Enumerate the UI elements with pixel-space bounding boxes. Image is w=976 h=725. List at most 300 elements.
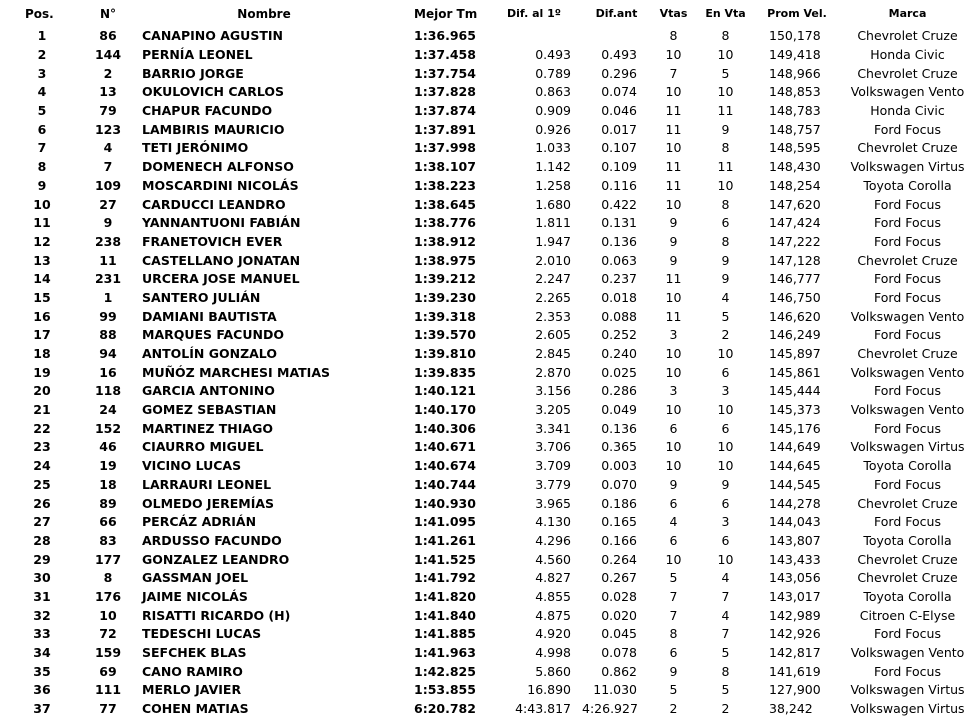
cell-dif-primero: 0.493: [535, 47, 571, 63]
cell-prom-vel: 145,373: [769, 402, 821, 418]
cell-prom-vel: 149,418: [769, 47, 821, 63]
cell-dif-primero: 1.680: [535, 196, 571, 212]
cell-mejor-tm: 1:38.223: [414, 177, 476, 193]
cell-marca: Ford Focus: [874, 289, 941, 305]
cell-marca: Toyota Corolla: [863, 588, 952, 604]
cell-num: 46: [99, 439, 117, 455]
cell-pos: 30: [33, 570, 51, 586]
cell-nombre: DAMIANI BAUTISTA: [142, 308, 277, 324]
cell-pos: 2: [37, 47, 47, 63]
cell-prom-vel: 141,619: [769, 663, 821, 679]
cell-vtas: 6: [669, 420, 678, 436]
cell-nombre: PERNÍA LEONEL: [142, 47, 253, 63]
cell-pos: 35: [33, 663, 51, 679]
cell-en-vta: 10: [717, 84, 734, 100]
cell-en-vta: 2: [721, 327, 730, 343]
table-row: [0, 681, 976, 700]
cell-num: 16: [99, 364, 117, 380]
cell-dif-primero: [486, 27, 582, 46]
cell-pos: 6: [37, 121, 47, 137]
cell-marca: Volkswagen Vento: [850, 645, 965, 661]
cell-en-vta: 4: [721, 570, 730, 586]
cell-nombre: URCERA JOSE MANUEL: [142, 271, 300, 287]
cell-prom-vel: 145,444: [769, 383, 821, 399]
cell-prom-vel: 144,645: [769, 458, 821, 474]
cell-dif-primero: 4.560: [535, 551, 571, 567]
cell-marca: Chevrolet Cruze: [857, 140, 958, 156]
cell-marca: Ford Focus: [874, 233, 941, 249]
cell-en-vta: 5: [721, 308, 730, 324]
cell-prom-vel: 146,777: [769, 271, 821, 287]
cell-prom-vel: 150,178: [769, 28, 821, 44]
table-row: [0, 644, 976, 663]
cell-prom-vel: 142,926: [769, 626, 821, 642]
cell-dif-primero: 0.863: [535, 84, 571, 100]
cell-num: 13: [99, 84, 117, 100]
cell-en-vta: 4: [721, 607, 730, 623]
cell-vtas: 10: [665, 458, 682, 474]
table-row: [0, 251, 976, 270]
cell-en-vta: 7: [721, 626, 730, 642]
cell-dif-primero: 2.870: [535, 364, 571, 380]
cell-en-vta: 6: [721, 215, 730, 231]
cell-prom-vel: 145,861: [769, 364, 821, 380]
cell-nombre: SEFCHEK BLAS: [142, 645, 247, 661]
cell-num: 9: [103, 215, 113, 231]
table-row: [0, 345, 976, 364]
cell-nombre: TETI JERÓNIMO: [142, 140, 249, 156]
cell-nombre: MARQUES FACUNDO: [142, 327, 284, 343]
cell-en-vta: 7: [721, 588, 730, 604]
cell-dif-ant: 0.074: [601, 84, 637, 100]
cell-dif-ant: 0.017: [601, 121, 637, 137]
cell-vtas: 10: [665, 140, 682, 156]
cell-dif-ant: 0.862: [601, 663, 637, 679]
cell-prom-vel: 142,817: [769, 645, 821, 661]
cell-mejor-tm: 1:41.820: [414, 588, 476, 604]
cell-dif-primero: 3.156: [535, 383, 571, 399]
cell-num: 11: [99, 252, 117, 268]
cell-nombre: LAMBIRIS MAURICIO: [142, 121, 285, 137]
cell-dif-primero: 3.779: [535, 476, 571, 492]
cell-prom-vel: 147,128: [769, 252, 821, 268]
header-prom-vel: Prom Vel.: [767, 7, 827, 20]
cell-marca: Chevrolet Cruze: [857, 252, 958, 268]
cell-en-vta: 9: [721, 271, 730, 287]
cell-marca: Chevrolet Cruze: [857, 65, 958, 81]
cell-vtas: 10: [665, 364, 682, 380]
cell-prom-vel: 147,424: [769, 215, 821, 231]
cell-nombre: GASSMAN JOEL: [142, 570, 249, 586]
cell-pos: 28: [33, 532, 51, 548]
cell-marca: Ford Focus: [874, 420, 941, 436]
cell-mejor-tm: 1:38.776: [414, 215, 476, 231]
cell-pos: 20: [33, 383, 51, 399]
cell-en-vta: 3: [721, 514, 730, 530]
cell-vtas: 2: [669, 701, 678, 717]
cell-en-vta: 8: [721, 233, 730, 249]
cell-vtas: 9: [669, 252, 678, 268]
table-row: [0, 457, 976, 476]
cell-pos: 3: [37, 65, 47, 81]
cell-num: 27: [99, 196, 117, 212]
cell-marca: Volkswagen Virtus: [850, 159, 965, 175]
cell-en-vta: 8: [721, 28, 730, 44]
cell-en-vta: 2: [721, 701, 730, 717]
cell-nombre: JAIME NICOLÁS: [142, 588, 248, 604]
cell-marca: Volkswagen Vento: [850, 364, 965, 380]
cell-marca: Honda Civic: [870, 103, 945, 119]
cell-dif-primero: 3.341: [535, 420, 571, 436]
cell-num: 109: [94, 177, 122, 193]
cell-num: 19: [99, 458, 117, 474]
cell-num: 144: [94, 47, 122, 63]
cell-prom-vel: 148,966: [769, 65, 821, 81]
cell-marca: Ford Focus: [874, 514, 941, 530]
cell-vtas: 6: [669, 495, 678, 511]
cell-prom-vel: 38,242: [769, 701, 813, 717]
cell-marca: Chevrolet Cruze: [857, 346, 958, 362]
cell-dif-ant: [582, 27, 651, 46]
cell-dif-ant: 4:26.927: [582, 701, 638, 717]
table-row: [0, 326, 976, 345]
cell-nombre: GARCIA ANTONINO: [142, 383, 275, 399]
cell-num: 118: [94, 383, 122, 399]
cell-marca: Ford Focus: [874, 196, 941, 212]
cell-en-vta: 6: [721, 420, 730, 436]
cell-prom-vel: 144,545: [769, 476, 821, 492]
cell-prom-vel: 142,989: [769, 607, 821, 623]
cell-marca: Ford Focus: [874, 121, 941, 137]
table-row: [0, 307, 976, 326]
cell-prom-vel: 145,897: [769, 346, 821, 362]
cell-vtas: 7: [669, 588, 678, 604]
cell-num: 231: [94, 271, 122, 287]
cell-marca: Volkswagen Virtus: [850, 439, 965, 455]
cell-mejor-tm: 1:37.754: [414, 65, 476, 81]
cell-dif-ant: 0.296: [601, 65, 637, 81]
cell-nombre: VICINO LUCAS: [142, 458, 242, 474]
cell-nombre: CHAPUR FACUNDO: [142, 103, 273, 119]
cell-nombre: DOMENECH ALFONSO: [142, 159, 294, 175]
cell-mejor-tm: 1:41.963: [414, 645, 476, 661]
cell-dif-ant: 0.078: [601, 645, 637, 661]
cell-marca: Toyota Corolla: [863, 177, 952, 193]
cell-num: 10: [99, 607, 117, 623]
cell-prom-vel: 144,649: [769, 439, 821, 455]
cell-vtas: 5: [669, 570, 678, 586]
table-row: [0, 27, 976, 46]
cell-dif-ant: 0.166: [601, 532, 637, 548]
cell-dif-primero: 2.353: [535, 308, 571, 324]
cell-pos: 33: [33, 626, 51, 642]
cell-dif-primero: 4.827: [535, 570, 571, 586]
cell-mejor-tm: 1:42.825: [414, 663, 476, 679]
cell-vtas: 9: [669, 476, 678, 492]
cell-nombre: CIAURRO MIGUEL: [142, 439, 264, 455]
cell-dif-ant: 0.165: [601, 514, 637, 530]
cell-en-vta: 6: [721, 364, 730, 380]
cell-nombre: BARRIO JORGE: [142, 65, 244, 81]
cell-prom-vel: 127,900: [769, 682, 821, 698]
cell-dif-ant: 0.045: [601, 626, 637, 642]
cell-nombre: MUÑÓZ MARCHESI MATIAS: [142, 364, 331, 380]
cell-dif-ant: 0.116: [601, 177, 637, 193]
cell-pos: 7: [37, 140, 47, 156]
cell-en-vta: 10: [717, 458, 734, 474]
cell-en-vta: 5: [721, 645, 730, 661]
cell-mejor-tm: 1:41.885: [414, 626, 476, 642]
cell-en-vta: 9: [721, 121, 730, 137]
cell-vtas: 10: [665, 196, 682, 212]
cell-nombre: GONZALEZ LEANDRO: [142, 551, 290, 567]
cell-vtas: 3: [669, 327, 678, 343]
cell-pos: 29: [33, 551, 51, 567]
table-row: [0, 382, 976, 401]
cell-pos: 5: [37, 103, 47, 119]
cell-prom-vel: 147,222: [769, 233, 821, 249]
cell-dif-primero: 4.998: [535, 645, 571, 661]
cell-dif-primero: 0.926: [535, 121, 571, 137]
cell-nombre: CANO RAMIRO: [142, 663, 243, 679]
header-dif-ant: Dif.ant: [595, 7, 638, 20]
cell-nombre: TEDESCHI LUCAS: [142, 626, 262, 642]
cell-en-vta: 10: [717, 346, 734, 362]
cell-marca: Ford Focus: [874, 383, 941, 399]
cell-marca: Volkswagen Vento: [850, 84, 965, 100]
cell-pos: 24: [33, 458, 51, 474]
cell-nombre: PERCÁZ ADRIÁN: [142, 514, 257, 530]
cell-num: 18: [99, 476, 117, 492]
cell-prom-vel: 148,783: [769, 103, 821, 119]
table-row: [0, 588, 976, 607]
cell-dif-ant: 0.136: [601, 233, 637, 249]
cell-vtas: 10: [665, 289, 682, 305]
cell-en-vta: 10: [717, 177, 734, 193]
cell-nombre: OKULOVICH CARLOS: [142, 84, 284, 100]
cell-mejor-tm: 1:40.930: [414, 495, 476, 511]
cell-vtas: 10: [665, 402, 682, 418]
cell-marca: Volkswagen Virtus: [850, 701, 965, 717]
cell-mejor-tm: 1:38.975: [414, 252, 476, 268]
cell-vtas: 6: [669, 645, 678, 661]
cell-nombre: MERLO JAVIER: [142, 682, 242, 698]
cell-vtas: 4: [669, 514, 678, 530]
cell-vtas: 8: [669, 626, 678, 642]
cell-mejor-tm: 1:40.744: [414, 476, 476, 492]
table-row: [0, 102, 976, 121]
cell-nombre: YANNANTUONI FABIÁN: [142, 215, 301, 231]
cell-en-vta: 10: [717, 402, 734, 418]
cell-nombre: CARDUCCI LEANDRO: [142, 196, 286, 212]
cell-en-vta: 3: [721, 383, 730, 399]
cell-vtas: 5: [669, 682, 678, 698]
table-row: [0, 606, 976, 625]
cell-en-vta: 10: [717, 551, 734, 567]
cell-en-vta: 10: [717, 439, 734, 455]
table-row: [0, 513, 976, 532]
cell-dif-ant: 0.365: [601, 439, 637, 455]
cell-num: 72: [99, 626, 117, 642]
cell-prom-vel: 146,620: [769, 308, 821, 324]
cell-nombre: MOSCARDINI NICOLÁS: [142, 177, 299, 193]
cell-dif-primero: 4.855: [535, 588, 571, 604]
cell-en-vta: 9: [721, 252, 730, 268]
cell-dif-primero: 16.890: [527, 682, 571, 698]
cell-marca: Chevrolet Cruze: [857, 551, 958, 567]
table-row: [0, 532, 976, 551]
cell-dif-ant: 11.030: [593, 682, 637, 698]
header-mejor-tm: Mejor Tm: [414, 6, 478, 21]
cell-vtas: 9: [669, 215, 678, 231]
cell-mejor-tm: 1:41.095: [414, 514, 476, 530]
cell-num: 1: [103, 289, 113, 305]
table-row: [0, 270, 976, 289]
cell-dif-ant: 0.003: [601, 458, 637, 474]
cell-en-vta: 6: [721, 495, 730, 511]
cell-pos: 8: [37, 159, 47, 175]
cell-num: 176: [94, 588, 122, 604]
cell-dif-ant: 0.186: [601, 495, 637, 511]
cell-nombre: ARDUSSO FACUNDO: [142, 532, 282, 548]
cell-marca: Chevrolet Cruze: [857, 28, 958, 44]
cell-vtas: 11: [665, 177, 682, 193]
cell-pos: 21: [33, 402, 51, 418]
cell-prom-vel: 148,254: [769, 177, 821, 193]
cell-num: 177: [94, 551, 122, 567]
cell-vtas: 10: [665, 84, 682, 100]
cell-dif-primero: 4.920: [535, 626, 571, 642]
cell-nombre: LARRAURI LEONEL: [142, 476, 272, 492]
cell-dif-primero: 3.965: [535, 495, 571, 511]
cell-dif-ant: 0.237: [601, 271, 637, 287]
cell-vtas: 11: [665, 103, 682, 119]
cell-dif-primero: 1.258: [535, 177, 571, 193]
cell-prom-vel: 144,043: [769, 514, 821, 530]
cell-prom-vel: 148,853: [769, 84, 821, 100]
table-row: [0, 177, 976, 196]
cell-num: 86: [99, 28, 117, 44]
cell-dif-primero: 2.605: [535, 327, 571, 343]
cell-dif-primero: 2.010: [535, 252, 571, 268]
cell-mejor-tm: 1:40.671: [414, 439, 476, 455]
cell-nombre: COHEN MATIAS: [142, 701, 249, 717]
table-row: [0, 233, 976, 252]
table-row: [0, 83, 976, 102]
cell-pos: 9: [37, 177, 47, 193]
cell-prom-vel: 148,595: [769, 140, 821, 156]
cell-dif-ant: 0.088: [601, 308, 637, 324]
cell-mejor-tm: 1:38.912: [414, 233, 476, 249]
cell-marca: Toyota Corolla: [863, 532, 952, 548]
cell-pos: 22: [33, 420, 51, 436]
cell-pos: 34: [33, 645, 51, 661]
table-row: [0, 139, 976, 158]
cell-prom-vel: 143,056: [769, 570, 821, 586]
table-row: [0, 494, 976, 513]
cell-nombre: FRANETOVICH EVER: [142, 233, 283, 249]
cell-dif-ant: 0.252: [601, 327, 637, 343]
cell-marca: Ford Focus: [874, 215, 941, 231]
cell-marca: Chevrolet Cruze: [857, 570, 958, 586]
cell-prom-vel: 148,757: [769, 121, 821, 137]
cell-dif-primero: 4.296: [535, 532, 571, 548]
cell-dif-ant: 0.020: [601, 607, 637, 623]
cell-pos: 26: [33, 495, 51, 511]
cell-dif-ant: 0.046: [601, 103, 637, 119]
cell-pos: 10: [33, 196, 51, 212]
table-row: [0, 158, 976, 177]
cell-dif-primero: 5.860: [535, 663, 571, 679]
cell-num: 24: [99, 402, 117, 418]
table-row: [0, 438, 976, 457]
cell-mejor-tm: 1:39.230: [414, 289, 476, 305]
cell-dif-ant: 0.025: [601, 364, 637, 380]
cell-prom-vel: 146,249: [769, 327, 821, 343]
table-row: [0, 476, 976, 495]
cell-pos: 31: [33, 588, 51, 604]
table-row: [0, 289, 976, 308]
cell-en-vta: 5: [721, 65, 730, 81]
cell-num: 8: [103, 570, 113, 586]
table-row: [0, 550, 976, 569]
cell-vtas: 11: [665, 271, 682, 287]
cell-prom-vel: 143,433: [769, 551, 821, 567]
cell-mejor-tm: 1:37.828: [414, 84, 476, 100]
cell-marca: Ford Focus: [874, 271, 941, 287]
cell-prom-vel: 143,017: [769, 588, 821, 604]
cell-vtas: 11: [665, 159, 682, 175]
table-row: [0, 120, 976, 139]
cell-vtas: 7: [669, 607, 678, 623]
cell-dif-primero: 1.811: [535, 215, 571, 231]
cell-vtas: 11: [665, 121, 682, 137]
cell-pos: 19: [33, 364, 51, 380]
cell-mejor-tm: 1:36.965: [414, 28, 476, 44]
cell-num: 111: [94, 682, 122, 698]
cell-dif-ant: 0.264: [601, 551, 637, 567]
cell-nombre: OLMEDO JEREMÍAS: [142, 495, 275, 511]
header-row: [0, 0, 976, 27]
header-dif-primero: Dif. al 1º: [507, 7, 561, 20]
header-en-vta: En Vta: [705, 7, 746, 20]
header-nombre: Nombre: [237, 6, 291, 21]
cell-dif-ant: 0.267: [601, 570, 637, 586]
cell-mejor-tm: 1:39.318: [414, 308, 476, 324]
cell-dif-primero: 1.142: [535, 159, 571, 175]
cell-num: 77: [99, 701, 117, 717]
cell-num: 238: [94, 233, 122, 249]
cell-prom-vel: 144,278: [769, 495, 821, 511]
cell-pos: 37: [33, 701, 51, 717]
cell-num: 7: [103, 159, 113, 175]
table-row: [0, 419, 976, 438]
header-pos: Pos.: [25, 6, 54, 21]
cell-mejor-tm: 1:37.891: [414, 121, 476, 137]
cell-dif-ant: 0.136: [601, 420, 637, 436]
cell-en-vta: 11: [717, 103, 734, 119]
cell-marca: Ford Focus: [874, 327, 941, 343]
cell-dif-primero: 0.789: [535, 65, 571, 81]
table-row: [0, 363, 976, 382]
cell-vtas: 9: [669, 663, 678, 679]
cell-pos: 12: [33, 233, 51, 249]
cell-pos: 1: [37, 28, 47, 44]
cell-nombre: ANTOLÍN GONZALO: [142, 346, 277, 362]
cell-prom-vel: 148,430: [769, 159, 821, 175]
cell-marca: Volkswagen Vento: [850, 308, 965, 324]
cell-en-vta: 6: [721, 532, 730, 548]
